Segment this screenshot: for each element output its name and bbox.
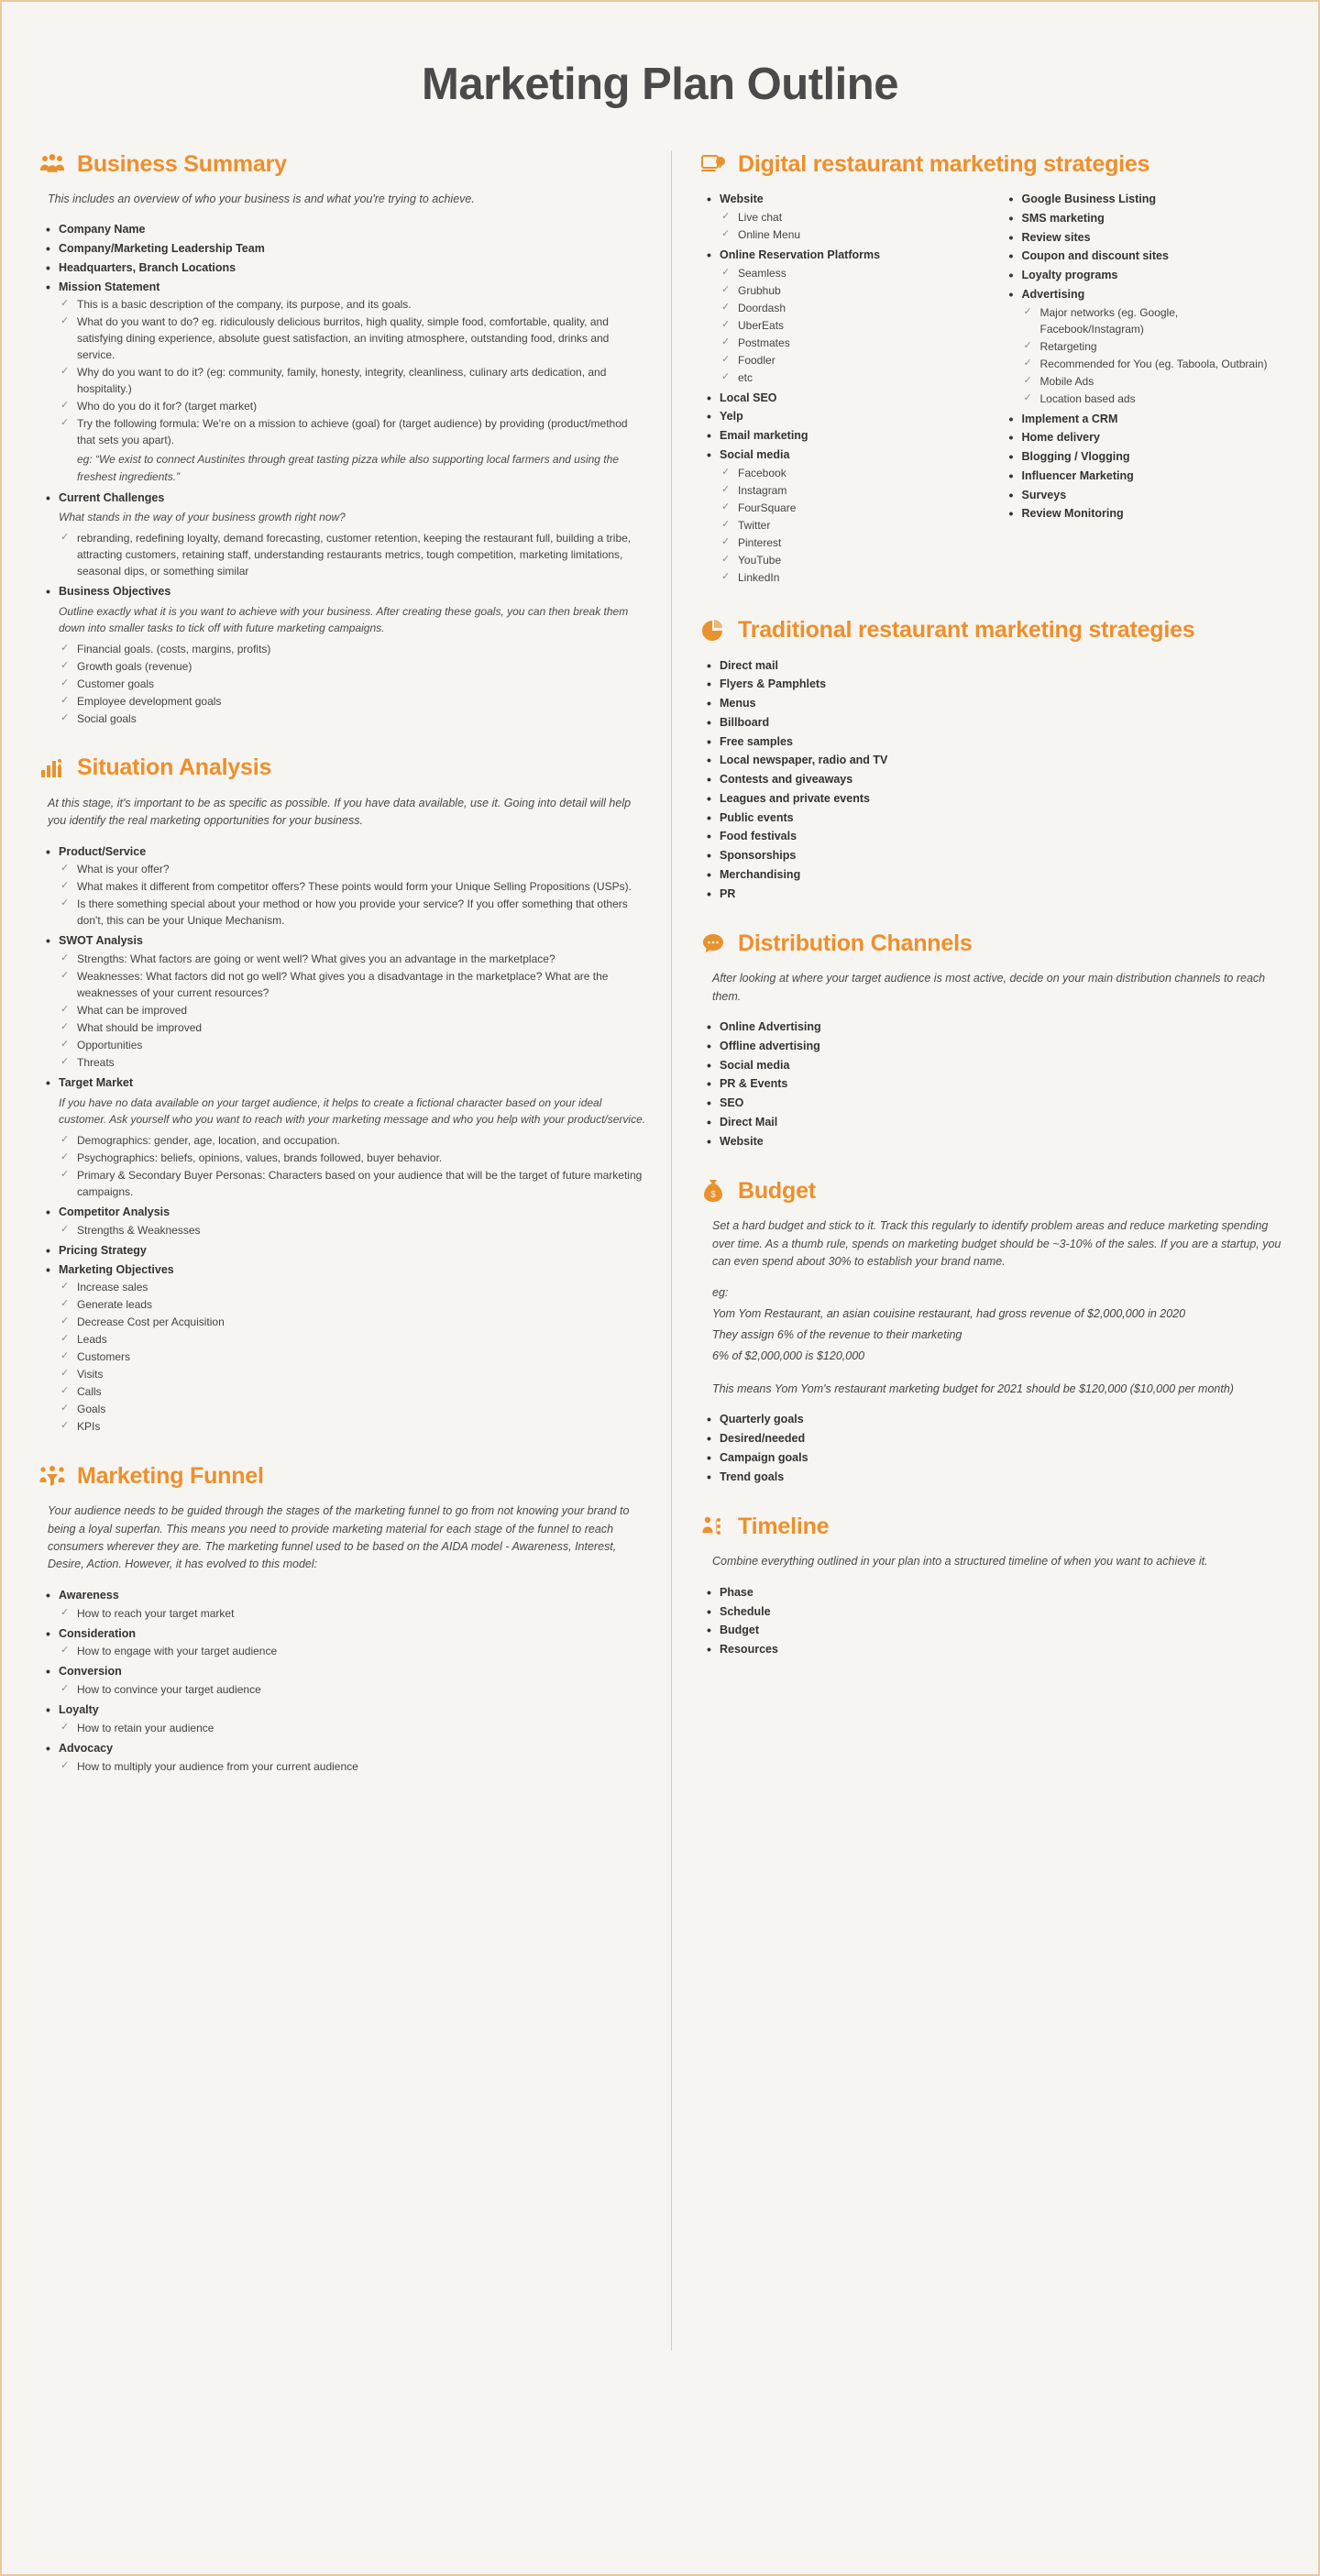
sub-item xyxy=(59,415,647,485)
section-intro: Set a hard budget and stick to it. Track this regularly to identify problem areas and reduce marketing spending over time. As a thumb rule, spends on marketing budget should be ~3-10% of the sales. If you are a startup, you can even spend about 30% to establish your brand name. xyxy=(712,1219,1282,1268)
sub-item: ✓ etc xyxy=(720,369,980,386)
situation-analysis-list xyxy=(38,843,647,1436)
list-item: • Menus xyxy=(699,695,1282,712)
item-label: Loyalty xyxy=(59,1703,99,1717)
list-item xyxy=(1002,448,1282,466)
svg-text:$: $ xyxy=(710,1190,716,1201)
sub-item: ✓ Who do you do it for? (target market) xyxy=(59,398,647,414)
item-label: Local SEO xyxy=(720,391,777,404)
sub-item: ✓ What can be improved xyxy=(59,1002,647,1018)
sub-item: ✓ Why do you want to do it? (eg: community, family, honesty, integrity, cleanliness, culinary arts dedication, and hospitality.) xyxy=(59,364,647,397)
sub-list xyxy=(720,265,980,386)
list-item xyxy=(38,1701,647,1736)
sub-item: ✓ FourSquare xyxy=(720,500,980,516)
sub-list xyxy=(59,861,647,929)
budget-example-line: eg: xyxy=(712,1286,729,1300)
list-item xyxy=(1002,191,1282,208)
sub-list xyxy=(59,1132,647,1200)
section-title: Traditional restaurant marketing strategies xyxy=(738,617,1195,643)
sub-item: ✓ Location based ads xyxy=(1022,391,1282,407)
list-item xyxy=(38,240,647,258)
sub-item: ✓ Primary & Secondary Buyer Personas: Characters based on your audience that will be the target of future marketing campaigns. xyxy=(59,1167,647,1200)
list-item: • Resources xyxy=(699,1641,1282,1658)
list-item: • Schedule xyxy=(699,1603,1282,1621)
sub-item: ✓ Strengths: What factors are going or went well? What gives you an advantage in the marketplace? xyxy=(59,951,647,967)
list-item xyxy=(38,221,647,238)
section-title: Distribution Channels xyxy=(738,930,973,956)
sub-item: ✓ Grubhub xyxy=(720,282,980,299)
sub-item: ✓ Recommended for You (eg. Taboola, Outbrain) xyxy=(1022,356,1282,372)
item-label: Business Objectives xyxy=(59,584,171,598)
list-item: • Flyers & Pamphlets xyxy=(699,676,1282,693)
item-label: Review sites xyxy=(1021,230,1091,244)
chat-bubble-icon xyxy=(699,930,727,957)
sub-item: ✓ Decrease Cost per Acquisition xyxy=(59,1314,647,1330)
bar-chart-icon xyxy=(38,754,66,782)
funnel-people-icon xyxy=(38,1462,66,1490)
sub-list xyxy=(59,1605,647,1622)
section-header xyxy=(699,1177,1282,1205)
budget-example xyxy=(712,1283,1282,1398)
sub-item: ✓ Strengths & Weaknesses xyxy=(59,1222,647,1238)
digital-list-b xyxy=(1002,191,1282,523)
sub-item: ✓ What should be improved xyxy=(59,1019,647,1036)
sub-item: ✓ Doordash xyxy=(720,300,980,316)
item-label: Consideration xyxy=(59,1626,137,1640)
list-item xyxy=(38,1204,647,1238)
list-item xyxy=(699,247,980,386)
item-label: Website xyxy=(720,193,764,205)
sub-item: ✓ Social goals xyxy=(59,710,647,727)
list-item: • Quarterly goals xyxy=(699,1411,1282,1428)
sub-item: ✓ How to convince your target audience xyxy=(59,1681,647,1698)
sub-list xyxy=(59,1758,647,1775)
section-header xyxy=(699,1513,1282,1540)
right-column xyxy=(672,150,1282,1686)
item-label: Online Reservation Platforms xyxy=(720,248,881,261)
marketing-funnel-list xyxy=(38,1587,647,1775)
sub-item: ✓ Generate leads xyxy=(59,1296,647,1313)
sub-list xyxy=(59,1222,647,1238)
list-item xyxy=(38,1663,647,1698)
item-label: Marketing Objectives xyxy=(59,1262,174,1276)
left-column xyxy=(38,150,671,1802)
section-title: Marketing Funnel xyxy=(77,1462,264,1489)
list-item: • Free samples xyxy=(699,733,1282,751)
section-title: Timeline xyxy=(738,1513,830,1539)
sub-item: ✓ Customer goals xyxy=(59,676,647,692)
section-situation-analysis xyxy=(38,754,647,1435)
sub-item: ✓ Weaknesses: What factors did not go well? What gives you a disadvantage in the marketplace? What are the weaknesses of your current resources? xyxy=(59,968,647,1001)
list-item: • Public events xyxy=(699,809,1282,827)
sub-item: ✓ Seamless xyxy=(720,265,980,281)
digital-list-a xyxy=(699,191,980,586)
sub-item-note: eg: “We exist to connect Austinites through great tasting pizza while also supporting local farmers and using the freshest ingredients.” xyxy=(77,453,619,483)
pie-chart-icon xyxy=(699,617,727,644)
list-item: • Direct mail xyxy=(699,657,1282,675)
list-item xyxy=(699,191,980,243)
list-item xyxy=(38,1261,647,1436)
people-group-icon xyxy=(38,150,66,178)
list-item xyxy=(699,446,980,586)
sub-item: ✓ Visits xyxy=(59,1366,647,1382)
list-item: • Social media xyxy=(699,1057,1282,1074)
item-label: Blogging / Vlogging xyxy=(1021,450,1130,463)
list-item xyxy=(1002,468,1282,485)
list-item: • Merchandising xyxy=(699,866,1282,884)
list-item xyxy=(38,932,647,1071)
item-label: Google Business Listing xyxy=(1021,193,1157,205)
section-header xyxy=(699,150,1282,178)
sub-item: ✓ This is a basic description of the company, its purpose, and its goals. xyxy=(59,296,647,313)
list-item xyxy=(699,427,980,445)
sub-list xyxy=(720,465,980,586)
sub-item: ✓ Opportunities xyxy=(59,1037,647,1053)
item-label: Yelp xyxy=(720,410,743,424)
item-label: Competitor Analysis xyxy=(59,1205,170,1219)
item-label: Company Name xyxy=(59,223,146,237)
sub-item: ✓ Is there something special about your method or how you provide your service? If you offer something that others don't, this can be your Unique Mechanism. xyxy=(59,896,647,929)
item-label: Review Monitoring xyxy=(1021,507,1124,521)
list-item: • Billboard xyxy=(699,714,1282,732)
list-item xyxy=(38,1625,647,1660)
traditional-strategies-list xyxy=(699,657,1282,903)
budget-example-line: They assign 6% of the revenue to their marketing xyxy=(712,1328,962,1342)
list-item: • Local newspaper, radio and TV xyxy=(699,752,1282,769)
sub-item: ✓ How to retain your audience xyxy=(59,1720,647,1736)
list-item xyxy=(1002,411,1282,428)
item-label: Surveys xyxy=(1021,488,1067,501)
sub-list xyxy=(59,1279,647,1435)
sub-list xyxy=(59,296,647,485)
budget-example-conclusion: This means Yom Yom's restaurant marketing budget for 2021 should be $120,000 ($10,000 per month) xyxy=(712,1382,1234,1396)
list-item xyxy=(1002,505,1282,523)
sub-list xyxy=(59,1720,647,1736)
list-item xyxy=(1002,267,1282,284)
sub-item: ✓ Postmates xyxy=(720,335,980,351)
section-traditional-strategies xyxy=(699,617,1282,903)
list-item: • Online Advertising xyxy=(699,1018,1282,1036)
sub-item: ✓ YouTube xyxy=(720,552,980,568)
item-label: SMS marketing xyxy=(1021,211,1105,225)
list-item xyxy=(38,279,647,486)
distribution-channels-list xyxy=(699,1018,1282,1150)
list-item: • Campaign goals xyxy=(699,1449,1282,1467)
two-column-layout xyxy=(38,150,1282,2350)
sub-item: ✓ What is your offer? xyxy=(59,861,647,877)
list-item: • Website xyxy=(699,1133,1282,1150)
business-summary-list xyxy=(38,221,647,726)
sub-item: ✓ Employee development goals xyxy=(59,693,647,710)
list-item: • Trend goals xyxy=(699,1469,1282,1486)
sub-item: ✓ Mobile Ads xyxy=(1022,373,1282,390)
timeline-list xyxy=(699,1584,1282,1658)
list-item: • SEO xyxy=(699,1095,1282,1112)
list-item xyxy=(38,583,647,727)
list-item xyxy=(1002,286,1282,407)
digital-column-a xyxy=(699,191,980,589)
sub-list xyxy=(1022,304,1282,407)
item-note: What stands in the way of your business growth right now? xyxy=(59,511,346,524)
item-label: Product/Service xyxy=(59,844,147,858)
section-budget xyxy=(699,1177,1282,1485)
device-message-icon xyxy=(699,150,727,178)
section-digital-strategies xyxy=(699,150,1282,589)
item-label: Home delivery xyxy=(1021,431,1100,445)
digital-column-b xyxy=(1002,191,1282,589)
section-distribution-channels xyxy=(699,930,1282,1150)
sub-item: ✓ What makes it different from competitor offers? These points would form your Unique Selling Propositions (USPs). xyxy=(59,878,647,895)
list-item xyxy=(38,1074,647,1200)
item-label: Email marketing xyxy=(720,429,808,442)
item-label: Loyalty programs xyxy=(1021,269,1118,281)
sub-list xyxy=(59,1681,647,1698)
section-intro: Combine everything outlined in your plan into a structured timeline of when you want to achieve it. xyxy=(712,1555,1208,1569)
list-item xyxy=(699,390,980,407)
list-item xyxy=(1002,210,1282,227)
sub-item: ✓ Online Menu xyxy=(720,226,980,243)
sub-item: ✓ How to multiply your audience from your current audience xyxy=(59,1758,647,1775)
list-item: • Budget xyxy=(699,1622,1282,1639)
item-label: Awareness xyxy=(59,1588,119,1602)
sub-item: ✓ Psychographics: beliefs, opinions, values, brands followed, buyer behavior. xyxy=(59,1150,647,1166)
sub-item: ✓ Pinterest xyxy=(720,534,980,551)
list-item: • Offline advertising xyxy=(699,1038,1282,1055)
section-title: Situation Analysis xyxy=(77,754,272,781)
list-item xyxy=(38,1587,647,1622)
section-title: Business Summary xyxy=(77,150,287,177)
section-header xyxy=(38,754,647,782)
sub-list xyxy=(59,1643,647,1659)
person-timeline-icon xyxy=(699,1513,727,1540)
list-item xyxy=(699,408,980,425)
section-title: Budget xyxy=(738,1177,816,1204)
sub-item: ✓ rebranding, redefining loyalty, demand forecasting, customer retention, keeping the restaurant full, building a tribe, attracting customers, retaining staff, understanding restaurants metrics, tough competition, marketing limitations, seasonal dips, or something similar xyxy=(59,530,647,579)
section-title: Digital restaurant marketing strategies xyxy=(738,150,1150,177)
section-intro: After looking at where your target audience is most active, decide on your main distribution channels to reach them. xyxy=(712,972,1266,1003)
section-header xyxy=(699,930,1282,957)
list-item: • Leagues and private events xyxy=(699,790,1282,808)
sub-item: ✓ UberEats xyxy=(720,317,980,334)
item-label: Implement a CRM xyxy=(1021,412,1118,425)
item-label: Conversion xyxy=(59,1665,122,1679)
section-header xyxy=(699,617,1282,644)
budget-example-line: Yom Yom Restaurant, an asian couisine restaurant, had gross revenue of $2,000,000 in 2020 xyxy=(712,1307,1186,1321)
sub-item: ✓ Live chat xyxy=(720,209,980,226)
list-item: • Food festivals xyxy=(699,828,1282,845)
item-label: SWOT Analysis xyxy=(59,934,143,948)
list-item xyxy=(38,843,647,930)
sub-item: ✓ Calls xyxy=(59,1383,647,1400)
sub-list xyxy=(59,951,647,1071)
section-header xyxy=(38,1462,647,1490)
sub-item: ✓ KPIs xyxy=(59,1418,647,1435)
sub-item: ✓ Goals xyxy=(59,1401,647,1417)
sub-item: ✓ Twitter xyxy=(720,517,980,534)
list-item xyxy=(1002,229,1282,247)
item-label: Pricing Strategy xyxy=(59,1243,147,1257)
list-item xyxy=(38,259,647,277)
sub-item: ✓ Increase sales xyxy=(59,1279,647,1295)
money-bag-icon xyxy=(699,1177,727,1205)
section-marketing-funnel xyxy=(38,1462,647,1774)
section-business-summary xyxy=(38,150,647,727)
item-note: Outline exactly what it is you want to achieve with your business. After creating these goals, you can then break them down into smaller tasks to tick off with future marketing campaigns. xyxy=(59,604,629,635)
sub-item: ✓ Financial goals. (costs, margins, profits) xyxy=(59,641,647,657)
sub-item: ✓ What do you want to do? eg. ridiculously delicious burritos, high quality, simple food, comfortable, quality, and satisfying dining experience, absolute guest satisfaction, an inviting atmosphere, outstanding food, drinks and service. xyxy=(59,314,647,363)
sub-item: ✓ Growth goals (revenue) xyxy=(59,658,647,675)
item-label: Social media xyxy=(720,447,790,461)
list-item: • PR xyxy=(699,886,1282,903)
list-item xyxy=(1002,429,1282,446)
digital-strategies-columns xyxy=(699,191,1282,589)
item-label: Headquarters, Branch Locations xyxy=(59,260,236,274)
section-timeline xyxy=(699,1513,1282,1657)
budget-list xyxy=(699,1411,1282,1485)
sub-item: ✓ How to reach your target market xyxy=(59,1605,647,1622)
sub-item-text: Try the following formula: We're on a mission to achieve (goal) for (target audience) by providing (product/method that sets you apart). xyxy=(77,417,628,447)
item-note: If you have no data available on your target audience, it helps to create a fictional character based on your ideal customer. Ask yourself who you want to reach with your marketing message and who you help with your product/service. xyxy=(59,1095,646,1127)
sub-item: ✓ Foodler xyxy=(720,352,980,369)
sub-item: ✓ Instagram xyxy=(720,482,980,499)
sub-item: ✓ Retargeting xyxy=(1022,338,1282,355)
section-header xyxy=(38,150,647,178)
item-label: Target Market xyxy=(59,1076,134,1090)
item-label: Advocacy xyxy=(59,1741,114,1755)
section-intro: Your audience needs to be guided through the stages of the marketing funnel to go from not knowing your brand to being a loyal superfan. This means you need to provide marketing material for each stage of the funnel to reach consumers wherever they are. The marketing funnel used to be based on the AIDA model - Awareness, Interest, Desire, Action. However, it has evolved to this model: xyxy=(48,1504,630,1571)
list-item: • Desired/needed xyxy=(699,1430,1282,1448)
sub-list xyxy=(59,530,647,579)
sub-item: ✓ LinkedIn xyxy=(720,569,980,586)
sub-item: ✓ Facebook xyxy=(720,465,980,481)
list-item: • PR & Events xyxy=(699,1075,1282,1093)
section-intro: This includes an overview of who your business is and what you're trying to achieve. xyxy=(48,193,475,205)
sub-list xyxy=(59,641,647,727)
sub-item: ✓ How to engage with your target audience xyxy=(59,1643,647,1659)
sub-item: ✓ Threats xyxy=(59,1054,647,1071)
sub-list xyxy=(720,209,980,243)
item-label: Company/Marketing Leadership Team xyxy=(59,242,265,256)
item-label: Mission Statement xyxy=(59,280,160,293)
item-label: Current Challenges xyxy=(59,490,165,504)
list-item: • Contests and giveaways xyxy=(699,771,1282,788)
page-title: Marketing Plan Outline xyxy=(422,60,898,109)
list-item xyxy=(38,1740,647,1775)
list-item xyxy=(38,490,647,579)
item-label: Coupon and discount sites xyxy=(1021,249,1169,263)
section-intro: At this stage, it's important to be as specific as possible. If you have data available, use it. Going into detail will help you identify the real marketing opportunities for your business. xyxy=(48,796,632,828)
sub-item: ✓ Demographics: gender, age, location, and occupation. xyxy=(59,1132,647,1149)
sub-item: ✓ Major networks (eg. Google, Facebook/Instagram) xyxy=(1022,304,1282,337)
item-label: Advertising xyxy=(1021,287,1085,301)
budget-example-line: 6% of $2,000,000 is $120,000 xyxy=(712,1349,865,1363)
list-item xyxy=(38,1242,647,1260)
sub-item: ✓ Customers xyxy=(59,1349,647,1365)
sub-item: ✓ Leads xyxy=(59,1331,647,1348)
list-item: • Sponsorships xyxy=(699,847,1282,864)
list-item: • Phase xyxy=(699,1584,1282,1602)
list-item xyxy=(1002,248,1282,265)
list-item xyxy=(1002,487,1282,504)
list-item: • Direct Mail xyxy=(699,1114,1282,1131)
item-label: Influencer Marketing xyxy=(1021,468,1134,482)
